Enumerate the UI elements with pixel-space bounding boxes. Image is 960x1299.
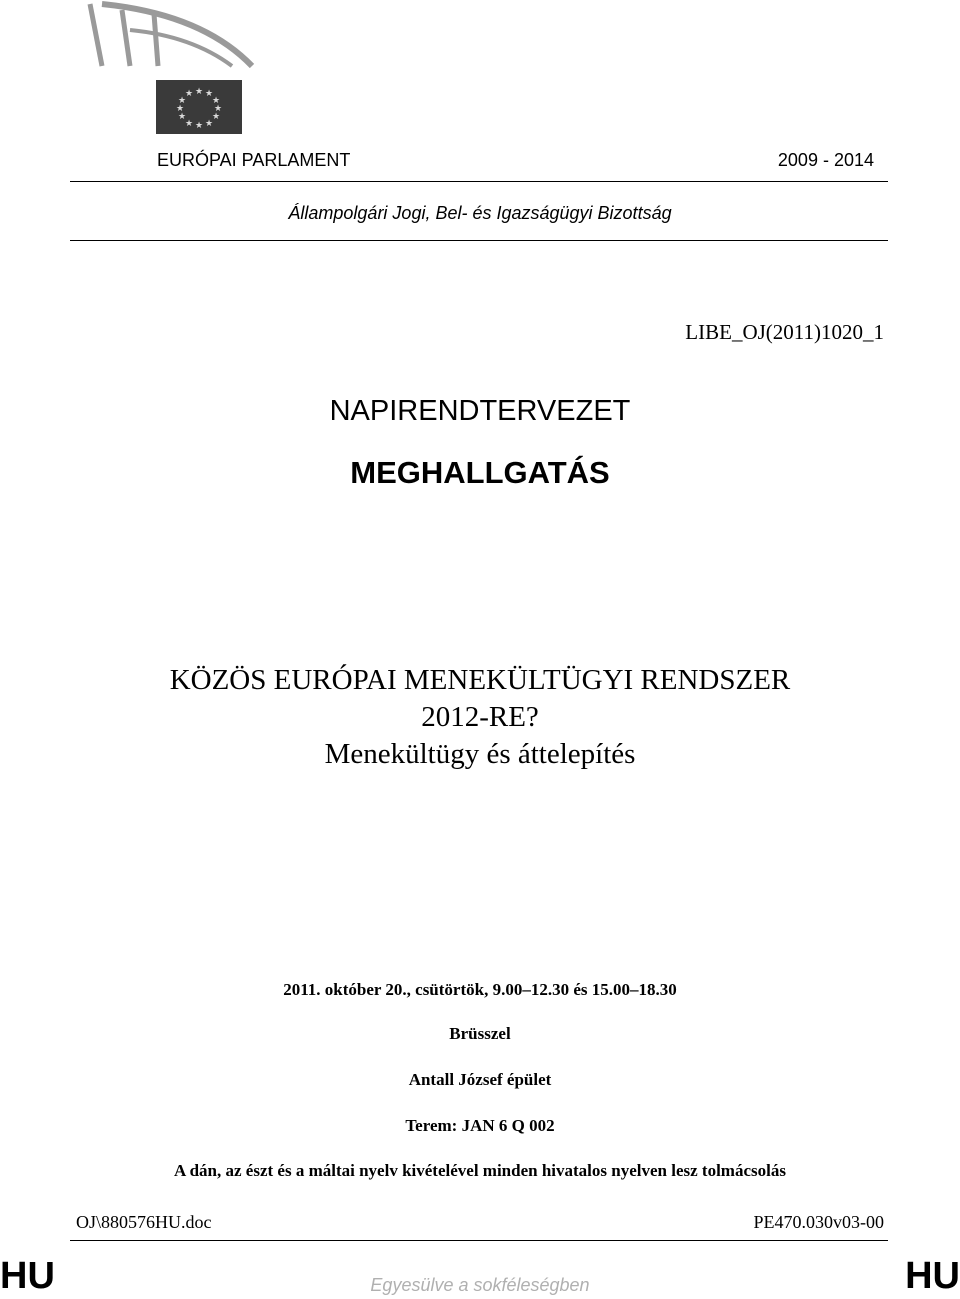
document-reference: LIBE_OJ(2011)1020_1 bbox=[685, 320, 884, 344]
meeting-building: Antall József épület bbox=[408, 1070, 552, 1089]
eu-motto: Egyesülve a sokféleségben bbox=[370, 1275, 590, 1295]
svg-text:★: ★ bbox=[194, 87, 204, 97]
svg-text:★: ★ bbox=[184, 89, 194, 99]
subject-line-1: KÖZÖS EURÓPAI MENEKÜLTÜGYI RENDSZER bbox=[169, 664, 791, 696]
meeting-datetime: 2011. október 20., csütörtök, 9.00–12.30 és 15.00–18.30 bbox=[283, 980, 677, 999]
footer-rule bbox=[70, 1240, 888, 1241]
eu-flag bbox=[156, 80, 242, 134]
meeting-room: Terem: JAN 6 Q 002 bbox=[405, 1116, 555, 1135]
institution-name: EURÓPAI PARLAMENT bbox=[157, 150, 351, 170]
svg-text:★: ★ bbox=[177, 112, 187, 122]
svg-text:★: ★ bbox=[175, 104, 185, 114]
language-code-left: HU bbox=[0, 1255, 55, 1297]
event-type-title: MEGHALLGATÁS bbox=[350, 455, 610, 490]
header-rule-bottom bbox=[70, 240, 888, 241]
svg-text:★: ★ bbox=[211, 96, 221, 106]
subject-line-3: Menekültügy és áttelepítés bbox=[324, 738, 636, 770]
pe-number: PE470.030v03-00 bbox=[753, 1212, 884, 1232]
meeting-city: Brüsszel bbox=[449, 1024, 511, 1043]
european-parliament-logo bbox=[82, 0, 342, 136]
document-file-name: OJ\880576HU.doc bbox=[76, 1212, 212, 1232]
svg-text:★: ★ bbox=[213, 104, 223, 114]
header-rule-top bbox=[70, 181, 888, 182]
svg-text:★: ★ bbox=[211, 112, 221, 122]
parliamentary-term: 2009 - 2014 bbox=[777, 150, 874, 170]
subject-line-2: 2012-RE? bbox=[421, 701, 539, 733]
svg-text:★: ★ bbox=[194, 121, 204, 131]
svg-text:★: ★ bbox=[177, 96, 187, 106]
document-type-title: NAPIRENDTERVEZET bbox=[329, 395, 631, 427]
committee-name: Állampolgári Jogi, Bel- és Igazságügyi Bizottság bbox=[288, 203, 672, 223]
language-code-right: HU bbox=[905, 1255, 960, 1297]
svg-text:★: ★ bbox=[204, 119, 214, 129]
svg-text:★: ★ bbox=[184, 119, 194, 129]
interpretation-note: A dán, az észt és a máltai nyelv kivételével minden hivatalos nyelven lesz tolmácsolás bbox=[174, 1161, 786, 1180]
svg-text:★: ★ bbox=[204, 89, 214, 99]
